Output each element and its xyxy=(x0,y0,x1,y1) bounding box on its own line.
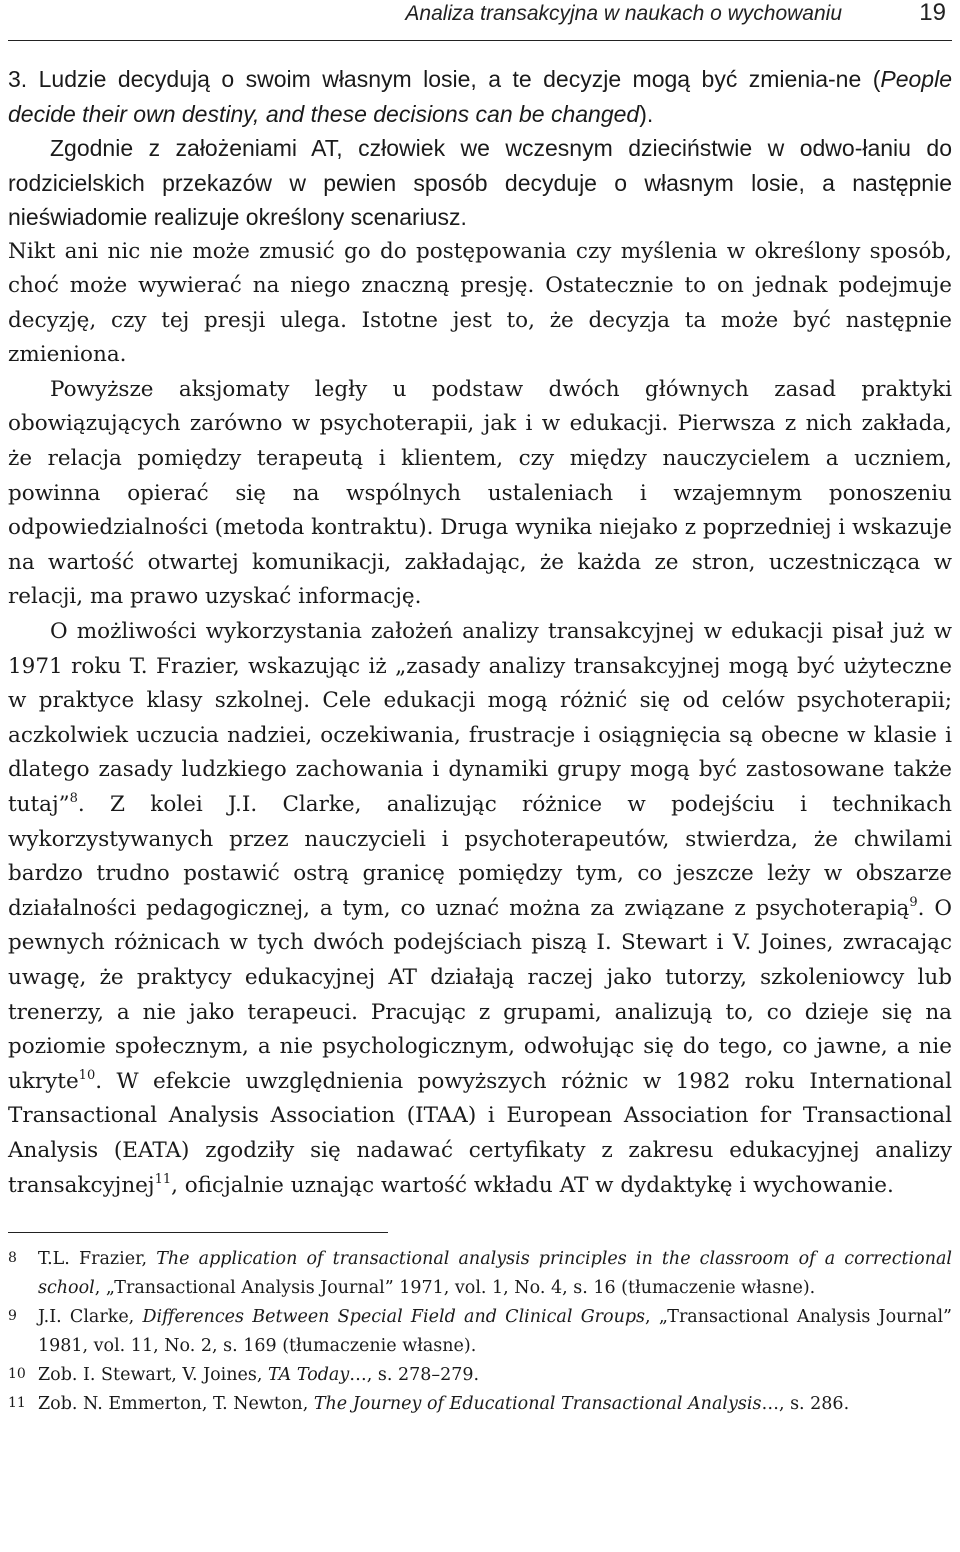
footnote-9 xyxy=(8,1303,952,1361)
footnote-text xyxy=(38,1303,952,1361)
footnote-number: 10 xyxy=(8,1366,26,1383)
footnote-source: , „Transactional Analysis Journal” 1981, vol. 11, No. 2, s. 169 (tłumaczenie własne). xyxy=(38,1307,952,1357)
footnote-ref-11[interactable]: 11 xyxy=(154,1171,172,1187)
page-number: 19 xyxy=(919,0,946,26)
footnote-author: Zob. N. Emmerton, T. Newton, xyxy=(38,1394,314,1415)
footnote-text xyxy=(38,1245,952,1303)
footnote-text xyxy=(38,1390,952,1419)
axiom-text: 3. Ludzie decydują o swoim własnym losie, a te decyzje mogą być zmienia-ne ( xyxy=(8,66,881,92)
axiom-block xyxy=(8,62,952,235)
footnote-title: The Journey of Educational Transactional Analysis xyxy=(313,1394,762,1415)
main-text xyxy=(8,235,952,1204)
axiom-explanation: Zgodnie z założeniami AT, człowiek we wczesnym dzieciństwie w odwo-łaniu do rodzicielskich przekazów w pewien sposób decyduje o własnym losie, a następnie nieświadomie realizuje określony scenariusz. xyxy=(8,135,952,230)
axiom-text-end: ). xyxy=(639,100,654,127)
paragraph-3-part-d: . W efekcie uwzględnienia powyższych różnic w 1982 roku International Transactional Analysis Association (ITAA) i European Association for Transactional Analysis (EATA) zgodziły się nadawać certyfikaty z zakresu edukacyjnej analizy transakcyjnej xyxy=(8,1068,952,1198)
paragraph-3 xyxy=(8,615,952,1203)
footnote-10 xyxy=(8,1361,952,1390)
paragraph-3-part-b: . Z kolei J.I. Clarke, analizując różnice w podejściu i technikach wykorzystywanych przez nauczycieli i psychoterapeutów, stwierdza, że chwilami bardzo trudno postawić ostrą granicę pomiędzy tym, co jeszcze leży w obszarze działalności pedagogicznej, a tym, co uznać można za związane z psychoterapią xyxy=(8,792,952,921)
footnote-title: TA Today xyxy=(267,1365,350,1386)
document-page xyxy=(8,0,952,1419)
footnotes xyxy=(8,1245,952,1419)
footnote-ref-9[interactable]: 9 xyxy=(909,894,918,910)
paragraph-2: Powyższe aksjomaty legły u podstaw dwóch głównych zasad praktyki obowiązujących zarówno w psychoterapii, jak i w edukacji. Pierwsza z nich zakłada, że relacja pomiędzy terapeutą i klientem, czy między nauczycielem a uczniem, powinna opierać się na wspólnych ustaleniach i wzajemnym ponoszeniu odpowiedzialności (metoda kontraktu). Druga wynika niejako z poprzedniej i wskazuje na wartość otwartej komunikacji, zakładając, że każda ze stron, uczestnicząca w relacji, ma prawo uzyskać informację. xyxy=(8,376,952,610)
footnote-source: …, s. 286. xyxy=(761,1394,850,1415)
footnote-ref-10[interactable]: 10 xyxy=(78,1067,96,1083)
footnote-11 xyxy=(8,1390,952,1419)
footnote-author: J.I. Clarke, xyxy=(38,1307,143,1328)
paragraph-1: Nikt ani nic nie może zmusić go do postępowania czy myślenia w określony sposób, choć może wywierać na niego znaczną presję. Ostatecznie to on jednak podejmuje decyzję, czy tej presji ulega. Istotne jest to, że decyzja ta może być następnie zmieniona. xyxy=(8,238,952,368)
footnote-text xyxy=(38,1361,952,1390)
footnote-title: Differences Between Special Field and Clinical Groups xyxy=(142,1307,646,1328)
footnote-8 xyxy=(8,1245,952,1303)
footnote-title: The application of transactional analysis principles in the classroom of a correctional school xyxy=(38,1249,952,1299)
running-header xyxy=(8,0,952,41)
axiom-english: People decide their own destiny, and these decisions can be changed xyxy=(8,66,952,127)
footnote-number: 11 xyxy=(8,1395,26,1412)
footnote-number: 8 xyxy=(8,1250,17,1267)
running-title: Analiza transakcyjna w naukach o wychowaniu xyxy=(405,2,842,25)
paragraph-3-part-e: , oficjalnie uznając wartość wkładu AT w dydaktykę i wychowanie. xyxy=(171,1172,894,1198)
footnote-ref-8[interactable]: 8 xyxy=(69,791,78,806)
footnote-author: Zob. I. Stewart, V. Joines, xyxy=(38,1365,268,1386)
footnote-source: …, s. 278–279. xyxy=(349,1365,480,1386)
axiom-statement xyxy=(8,62,952,131)
footnote-divider xyxy=(8,1232,388,1233)
footnote-source: , „Transactional Analysis Journal” 1971, vol. 1, No. 4, s. 16 (tłumaczenie własne). xyxy=(94,1278,816,1299)
footnote-number: 9 xyxy=(8,1308,17,1325)
paragraph-3-part-a: O możliwości wykorzystania założeń analizy transakcyjnej w edukacji pisał już w 1971 roku T. Frazier, wskazując iż „zasady analizy transakcyjnej mogą być użyteczne w praktyce klasy szkolnej. Cele edukacji mogą różnić się od celów psychoterapii; aczkolwiek uczucia nadziei, oczekiwania, frustracje i osiągnięcia są obecne w klasie i dlatego zasady ludzkiego zachowania i dynamiki grupy mogą być zastosowane także tutaj” xyxy=(8,619,952,817)
paragraph-3-part-c: . O pewnych różnicach w tych dwóch podejściach piszą I. Stewart i V. Joines, zwracając uwagę, że praktycy edukacyjnej AT działają raczej jako tutorzy, szkoleniowcy lub trenerzy, a nie jako terapeuci. Pracując z grupami, analizują to, co dzieje się na poziomie społecznym, a nie psychologicznym, odwołując się do tego, co jawne, a nie ukryte xyxy=(8,895,952,1094)
footnote-author: T.L. Frazier, xyxy=(38,1249,157,1270)
